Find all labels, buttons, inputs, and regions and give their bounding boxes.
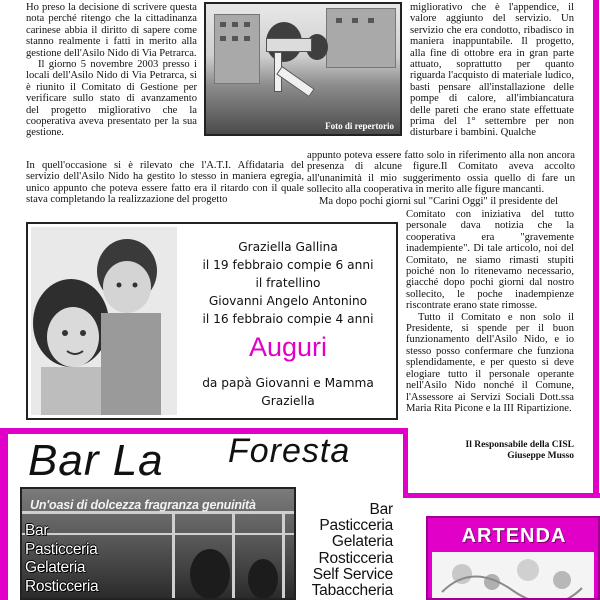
- magenta-border-mid-vertical: [403, 428, 408, 498]
- birthday-date-2: il 16 febbraio compie 4 anni: [202, 312, 374, 326]
- article-signature: [410, 440, 574, 462]
- artenda-name: ARTENDA: [461, 525, 567, 547]
- playground-photo: [204, 2, 402, 136]
- ad-service-item: Bar: [369, 501, 393, 518]
- birthday-from: da papà Giovanni e Mamma Graziella: [202, 376, 374, 408]
- ad-service-item: Self Service: [312, 565, 393, 583]
- ad-services-left: [25, 522, 98, 596]
- ad-title-bar-la: Bar La: [28, 436, 164, 485]
- article-paragraph: Comitato con iniziativa del tutto personale dava notizia che la cooperativa era "gravemente inadempiente". Di tale articolo, noi del Comitato, ne siamo rimasti stupiti poiché non lo ritenevamo necessario, giacché dopo pochi giorni dal nostro sollecito, le poche inadempienze riscontrate erano state rimosse.: [406, 209, 574, 312]
- ad-service-item: Pasticceria: [319, 517, 393, 535]
- ad-service-item: Gelateria: [331, 533, 393, 551]
- birthday-name-1: Graziella Gallina: [238, 240, 338, 254]
- article-right-lower: [406, 209, 574, 414]
- artenda-ad: [426, 516, 600, 600]
- article-paragraph: migliorativo che è l'appendice, il valore aggiunto del servizio. Un servizio che era condotto, ribadisco in maniera inappuntabile. Il progetto, alla fine di ottobre era in gran parte attuato, soprattutto per quanto riguarda l'acquisto di materiale ludico, basti pensare all'installazione delle pompe di calore, all'imbiancatura delle pareti che erano state effettuate prima del 1° settembre per non disturbare i bambini. Qualche: [410, 2, 574, 139]
- article-paragraph: In quell'occasione si è rilevato che l'A.T.I. Affidataria del servizio dell'Asilo Nido ha gestito lo stesso in maniera egregia, unico appunto che poteva essere fatto era il ritardo con il quale stava completando la realizzazione del progetto: [26, 160, 304, 206]
- signature-role: Il Responsabile della CISL: [465, 440, 574, 450]
- ad-service-item: Rosticceria: [25, 577, 99, 595]
- children-photo: [31, 227, 177, 415]
- birthday-relation: il fratellino: [255, 276, 321, 290]
- birthday-message: [180, 224, 396, 418]
- ad-services-right: [312, 502, 393, 599]
- ad-service-item: Bar: [25, 522, 49, 539]
- article-left-column: [26, 2, 197, 139]
- magenta-border-right-top: [593, 0, 599, 498]
- article-paragraph: Ho preso la decisione di scrivere questa nota perché ritengo che la cittadinanza carinese abbia il diritto di sapere come stanno realmente i fatti in merito alla gestione dell'Asilo Nido di Via Petrarca.: [26, 2, 197, 59]
- article-paragraph: appunto poteva essere fatto solo in riferimento alla non ancora presenza di alcune figure.Il Comitato aveva accolto all'unanimità il mio suggerimento ossia quello di fare un sollecito alla cooperativa in merito alle figure mancanti.: [307, 150, 575, 196]
- ad-service-item: Tabaccheria: [311, 582, 393, 600]
- birthday-date-1: il 19 febbraio compie 6 anni: [202, 258, 374, 272]
- ad-title-foresta: Foresta: [228, 432, 351, 470]
- photo-caption: Foto di repertorio: [325, 121, 394, 131]
- auguri-heading: Auguri: [248, 332, 328, 362]
- signature-name: Giuseppe Musso: [507, 451, 574, 461]
- birthday-name-2: Giovanni Angelo Antonino: [208, 294, 368, 308]
- article-paragraph: Ma dopo pochi giorni sul "Carini Oggi" il presidente del: [319, 195, 559, 207]
- birthday-box: [26, 222, 398, 420]
- ad-service-item: Rosticceria: [318, 549, 393, 567]
- ad-slogan: Un'oasi di dolcezza fragranza genuinità: [30, 498, 256, 512]
- artenda-flower-image: [432, 552, 594, 598]
- article-right-column: [410, 2, 574, 139]
- magenta-border-left-bottom: [0, 428, 8, 600]
- article-right-wide: [307, 150, 575, 207]
- magenta-border-right-bottom: [403, 493, 600, 498]
- article-paragraph: Tutto il Comitato e non solo il Presidente, si spende per il buon funzionamento dell'Asilo Nido, e io stesso posso confermare che funziona splendidamente, e per questo si deve elogiare tutto il personale operante nell'Asilo Nido nonché il Comune, l'Assessore ai Servizi Sociali Dott.ssa Maria Rita Picone e la III Ripartizione.: [406, 311, 574, 414]
- ad-service-item: Pasticceria: [25, 540, 98, 558]
- article-wide-text: [26, 160, 304, 206]
- article-paragraph: Il giorno 5 novembre 2003 presso i locali dell'Asilo Nido di Via Petrarca, si è riunito il Comitato di Gestione per verificare sullo stato di avanzamento del progetto migliorativo che la cooperativa aveva presentato per la sua gestione.: [26, 59, 197, 139]
- ad-service-item: Gelateria: [25, 559, 86, 576]
